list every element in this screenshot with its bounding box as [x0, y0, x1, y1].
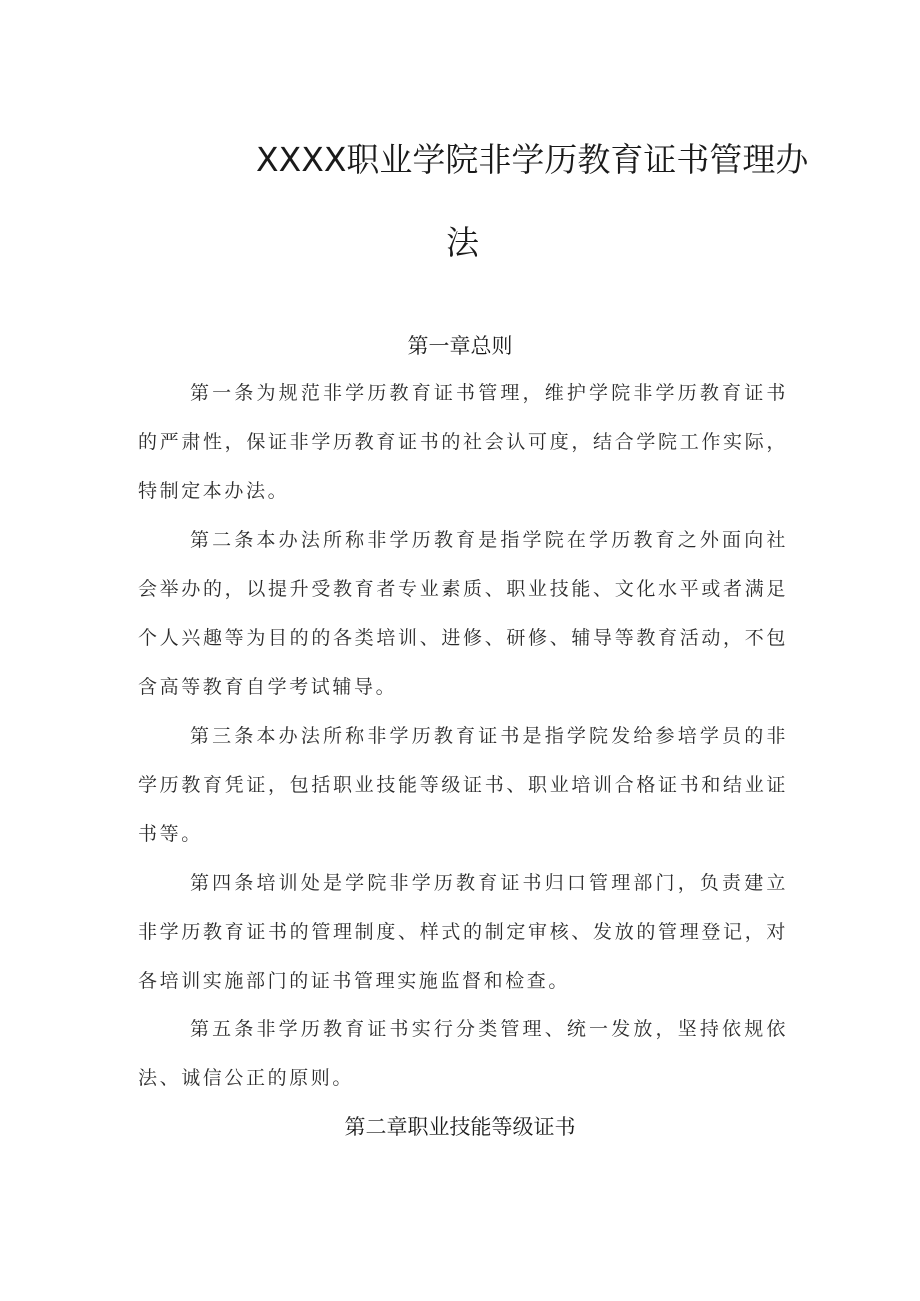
article-paragraph: 第四条培训处是学院非学历教育证书归口管理部门，负责建立非学历教育证书的管理制度、样式的制定审核、发放的管理登记，对各培训实施部门的证书管理实施监督和检查。: [138, 872, 788, 992]
chapter-heading: 第二章职业技能等级证书: [344, 1115, 576, 1139]
document-title: XXXX职业学院非学历教育证书管理办: [256, 140, 809, 179]
article-paragraph: 第三条本办法所称非学历教育证书是指学院发给参培学员的非学历教育凭证，包括职业技能等级证书、职业培训合格证书和结业证书等。: [138, 725, 788, 845]
article-paragraph: 第一条为规范非学历教育证书管理，维护学院非学历教育证书的严肃性，保证非学历教育证书的社会认可度，结合学院工作实际，特制定本办法。: [138, 382, 788, 502]
article-paragraph: 第五条非学历教育证书实行分类管理、统一发放，坚持依规依法、诚信公正的原则。: [138, 1018, 788, 1089]
chapter-heading: 第一章总则: [407, 334, 513, 358]
document-title-continuation: 法: [446, 223, 479, 262]
article-paragraph: 第二条本办法所称非学历教育是指学院在学历教育之外面向社会举办的，以提升受教育者专业素质、职业技能、文化水平或者满足个人兴趣等为目的的各类培训、进修、研修、辅导等教育活动，不包含高等教育自学考试辅导。: [138, 529, 788, 698]
